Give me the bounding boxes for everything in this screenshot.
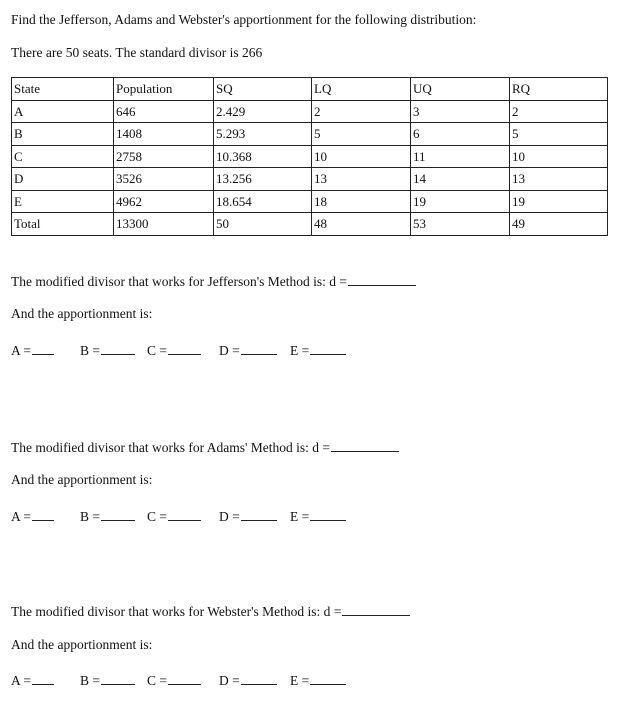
cell-rq: 2 <box>510 100 608 123</box>
cell-sq: 5.293 <box>214 123 312 146</box>
cell-uq: 11 <box>411 145 510 168</box>
cell-lq: 48 <box>312 213 411 236</box>
table-row <box>12 123 608 146</box>
answer-c-blank[interactable] <box>168 342 201 355</box>
header-state: State <box>12 78 114 101</box>
jefferson-divisor-label: The modified divisor that works for Jefferson's Method is: d = <box>11 274 347 289</box>
table-row <box>12 168 608 191</box>
header-lq: LQ <box>312 78 411 101</box>
webster-answer-c <box>147 672 201 689</box>
answer-c-blank[interactable] <box>168 508 201 521</box>
webster-divisor-line <box>11 603 410 620</box>
cell-lq: 18 <box>312 190 411 213</box>
cell-state: D <box>12 168 114 191</box>
adams-answer-a <box>11 508 54 525</box>
table-row <box>12 190 608 213</box>
header-population: Population <box>114 78 214 101</box>
cell-lq: 10 <box>312 145 411 168</box>
answer-b-blank[interactable] <box>101 672 135 685</box>
cell-sq: 18.654 <box>214 190 312 213</box>
cell-population: 2758 <box>114 145 214 168</box>
answer-c-label: C = <box>147 673 167 688</box>
cell-rq: 13 <box>510 168 608 191</box>
answer-e-blank[interactable] <box>310 342 346 355</box>
jefferson-apportionment-label: And the apportionment is: <box>11 306 153 321</box>
adams-answer-b <box>80 508 135 525</box>
cell-rq: 49 <box>510 213 608 236</box>
adams-answer-e <box>290 508 346 525</box>
table-row <box>12 145 608 168</box>
cell-state: C <box>12 145 114 168</box>
cell-sq: 2.429 <box>214 100 312 123</box>
cell-lq: 2 <box>312 100 411 123</box>
cell-state: Total <box>12 213 114 236</box>
cell-population: 1408 <box>114 123 214 146</box>
adams-divisor-line <box>11 439 399 456</box>
header-sq: SQ <box>214 78 312 101</box>
answer-d-label: D = <box>219 509 240 524</box>
adams-divisor-blank[interactable] <box>331 439 399 452</box>
answer-a-label: A = <box>11 343 31 358</box>
webster-divisor-blank[interactable] <box>342 603 410 616</box>
cell-sq: 13.256 <box>214 168 312 191</box>
answer-c-label: C = <box>147 343 167 358</box>
cell-population: 646 <box>114 100 214 123</box>
answer-a-blank[interactable] <box>32 672 54 685</box>
answer-c-blank[interactable] <box>168 672 201 685</box>
jefferson-answer-b <box>80 342 135 359</box>
cell-sq: 10.368 <box>214 145 312 168</box>
table-row <box>12 100 608 123</box>
webster-divisor-label: The modified divisor that works for Webster's Method is: d = <box>11 604 342 619</box>
answer-a-label: A = <box>11 509 31 524</box>
answer-e-label: E = <box>290 509 310 524</box>
jefferson-divisor-line <box>11 273 416 290</box>
cell-uq: 19 <box>411 190 510 213</box>
answer-e-blank[interactable] <box>310 508 346 521</box>
webster-answer-a <box>11 672 54 689</box>
webster-answer-e <box>290 672 346 689</box>
webster-apportionment-label: And the apportionment is: <box>11 637 153 652</box>
answer-a-blank[interactable] <box>32 508 54 521</box>
answer-b-blank[interactable] <box>101 508 135 521</box>
answer-e-blank[interactable] <box>310 672 346 685</box>
cell-uq: 53 <box>411 213 510 236</box>
answer-d-label: D = <box>219 673 240 688</box>
adams-apportionment-label: And the apportionment is: <box>11 472 153 487</box>
cell-population: 13300 <box>114 213 214 236</box>
answer-a-label: A = <box>11 673 31 688</box>
cell-sq: 50 <box>214 213 312 236</box>
answer-a-blank[interactable] <box>32 342 54 355</box>
header-uq: UQ <box>411 78 510 101</box>
adams-answer-c <box>147 508 201 525</box>
answer-e-label: E = <box>290 343 310 358</box>
table-total-row <box>12 213 608 236</box>
answer-d-label: D = <box>219 343 240 358</box>
jefferson-answer-e <box>290 342 346 359</box>
jefferson-answer-d <box>219 342 277 359</box>
cell-rq: 10 <box>510 145 608 168</box>
table-header-row <box>12 78 608 101</box>
webster-answer-d <box>219 672 277 689</box>
header-rq: RQ <box>510 78 608 101</box>
answer-d-blank[interactable] <box>241 342 277 355</box>
cell-population: 4962 <box>114 190 214 213</box>
adams-answer-d <box>219 508 277 525</box>
cell-lq: 5 <box>312 123 411 146</box>
cell-uq: 6 <box>411 123 510 146</box>
jefferson-divisor-blank[interactable] <box>348 273 416 286</box>
cell-rq: 19 <box>510 190 608 213</box>
cell-population: 3526 <box>114 168 214 191</box>
cell-uq: 14 <box>411 168 510 191</box>
jefferson-answer-c <box>147 342 201 359</box>
webster-answer-b <box>80 672 135 689</box>
answer-c-label: C = <box>147 509 167 524</box>
answer-b-label: B = <box>80 343 100 358</box>
cell-uq: 3 <box>411 100 510 123</box>
answer-d-blank[interactable] <box>241 672 277 685</box>
intro-text: Find the Jefferson, Adams and Webster's apportionment for the following distribution: <box>11 12 477 27</box>
seats-divisor-text: There are 50 seats. The standard divisor is 266 <box>11 45 263 60</box>
jefferson-answer-a <box>11 342 54 359</box>
answer-b-label: B = <box>80 509 100 524</box>
cell-state: B <box>12 123 114 146</box>
answer-d-blank[interactable] <box>241 508 277 521</box>
cell-state: A <box>12 100 114 123</box>
apportionment-table <box>11 77 608 236</box>
answer-e-label: E = <box>290 673 310 688</box>
cell-state: E <box>12 190 114 213</box>
cell-lq: 13 <box>312 168 411 191</box>
answer-b-label: B = <box>80 673 100 688</box>
cell-rq: 5 <box>510 123 608 146</box>
answer-b-blank[interactable] <box>101 342 135 355</box>
adams-divisor-label: The modified divisor that works for Adams' Method is: d = <box>11 440 331 455</box>
